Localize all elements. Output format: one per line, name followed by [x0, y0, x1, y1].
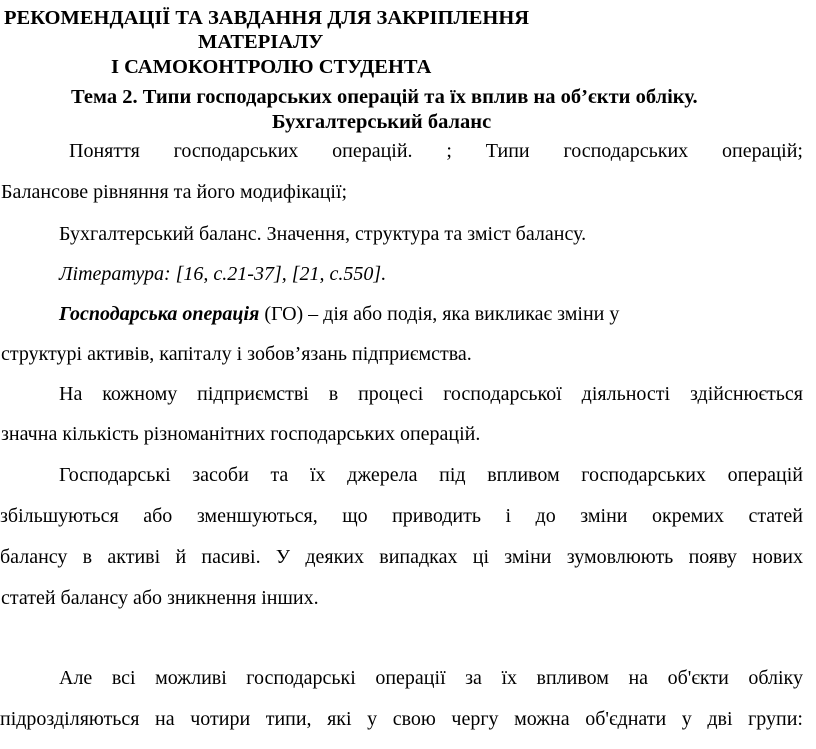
topic-title-line1: Тема 2. Типи господарських операцій та їх вплив на об’єкти обліку. [71, 86, 698, 108]
paragraph-operations-line2: значна кількість різноманітних господарських операцій. [1, 423, 481, 445]
paragraph-assets-line1: Господарські засоби та їх джерела під впливом господарських операцій [59, 464, 803, 486]
paragraph-operations-line1: На кожному підприємстві в процесі господарської діяльності здійснюється [59, 383, 803, 405]
definition-text: (ГО) – дія або подія, яка викликає зміни у [259, 303, 620, 325]
paragraph-assets-line4: статей балансу або зникнення інших. [1, 587, 319, 609]
paragraph-types-line1: Але всі можливі господарські операції за їх впливом на об'єкти обліку [59, 667, 803, 689]
paragraph-assets-line2: збільшуються або зменшуються, що приводить і до зміни окремих статей [0, 505, 803, 527]
definition-term: Господарська операція [59, 303, 260, 325]
definition-line2: структурі активів, капіталу і зобов’язань підприємства. [1, 343, 472, 365]
paragraph-concepts-line1: Поняття господарських операцій. ; Типи господарських операцій; [69, 140, 803, 162]
paragraph-balance: Бухгалтерський баланс. Значення, структура та зміст балансу. [59, 223, 587, 245]
header-title-line2: МАТЕРІАЛУ [198, 31, 324, 53]
header-title-line1: РЕКОМЕНДАЦІЇ ТА ЗАВДАННЯ ДЛЯ ЗАКРІПЛЕННЯ [4, 7, 530, 29]
paragraph-types-line2: підрозділяються на чотири типи, які у свою чергу можна об'єднати у дві групи: [0, 708, 803, 730]
definition-line1 [59, 302, 619, 326]
paragraph-concepts-line2: Балансове рівняння та його модифікації; [1, 181, 348, 203]
header-title-line3: І САМОКОНТРОЛЮ СТУДЕНТА [111, 56, 432, 78]
paragraph-assets-line3: балансу в активі й пасиві. У деяких випадках ці зміни зумовлюють появу нових [0, 546, 803, 568]
topic-title-line2: Бухгалтерський баланс [272, 111, 492, 133]
literature-reference: Література: [16, с.21-37], [21, с.550]. [59, 263, 387, 285]
